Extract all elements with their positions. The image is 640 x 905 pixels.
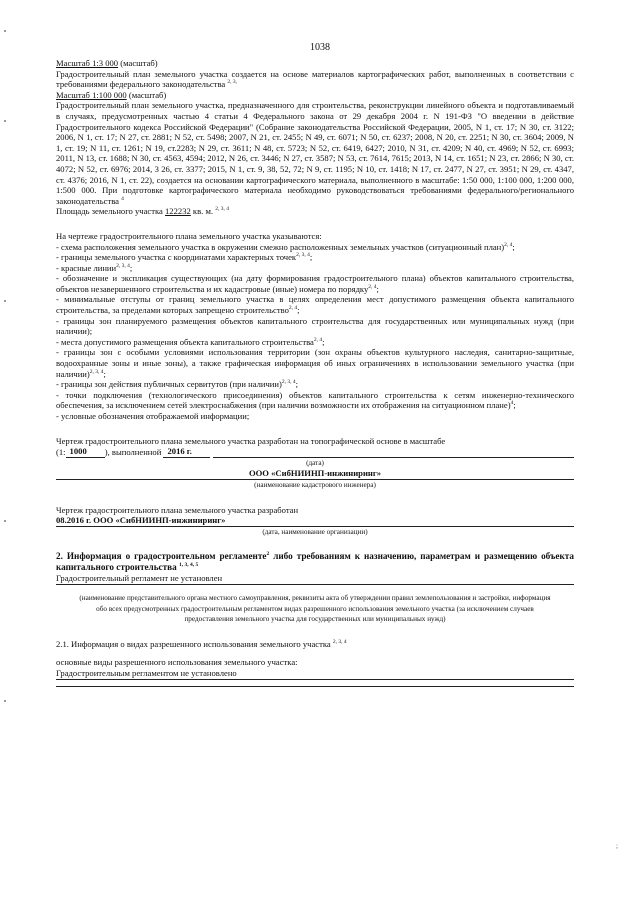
footnote-ref: 2, 3, 4 (89, 368, 104, 375)
footnote-ref: 4 (510, 400, 514, 407)
topo-line-2 (56, 446, 574, 458)
drawing-item-tail: ; (376, 283, 379, 294)
area-suffix: кв. м. (190, 206, 214, 217)
drawing-item-tail: ; (512, 241, 515, 252)
drawing-item (56, 316, 574, 337)
drawing-item-tail: ; (309, 252, 313, 263)
footnote-ref: 2, 4 (288, 305, 298, 312)
drawing-item-text: - условные обозначения отображаемой информации; (56, 411, 250, 421)
drawing-item (56, 294, 574, 315)
drawing-item-tail: ; (297, 305, 300, 316)
developed-line: Чертеж градостроительного плана земельного участка разработан (56, 504, 299, 515)
scale-1-suffix: (масштаб) (118, 58, 158, 68)
drawing-item-text: - границы зон планируемого размещения объектов капитального строительства для государственных или муниципальных нужд (при наличии); (56, 315, 574, 337)
area-value: 122232 (165, 206, 191, 217)
drawing-item (56, 411, 574, 422)
topo-line-1: Чертеж градостроительного плана земельного участка разработан на топографической основе в масштабе (56, 435, 446, 446)
section-2-1-sub: основные виды разрешенного использования земельного участка: (56, 657, 298, 668)
scale-2-suffix: (масштаб) (126, 89, 167, 100)
section-2-1-heading-text: 2.1. Информация о видах разрешенного использования земельного участка (56, 638, 331, 649)
topo-year: 2016 г. (163, 446, 209, 458)
drawing-item-text: - границы зон с особыми условиями использования территории (зон охраны объектов культурного наследия, санитарно-защитные, водоохранные зоны и иные зоны), а также графическая информация об иных ограничениях в использовании земельного участка (при наличии) (56, 347, 574, 379)
section-2-heading-rest: либо требованиям к назначению, параметрам и размещению объекта капитального строительства (56, 551, 574, 573)
drawing-item-tail: ; (103, 368, 106, 379)
drawing-items-list (56, 242, 574, 422)
area-line (56, 206, 574, 217)
footnote-ref: 2, 3, 4 (215, 206, 229, 213)
footnote-ref: 2, 4 (504, 241, 513, 248)
developed-value: 08.2016 г. ООО «СибНИИНП-инжиниринг» (56, 515, 574, 527)
footnote-ref: 2, 3, 4 (116, 262, 130, 269)
margin-speck (4, 520, 6, 522)
scale-2-line (56, 90, 574, 101)
drawing-item-tail: ; (295, 379, 299, 390)
footnote-ref: 4 (121, 195, 124, 202)
page-number: 1038 (310, 42, 330, 53)
drawing-item (56, 347, 574, 379)
drawing-item (56, 242, 574, 253)
bottom-rule (56, 686, 574, 687)
scale-2-text (56, 100, 574, 206)
margin-speck (4, 120, 6, 122)
footnote-ref: 2, 4 (368, 283, 377, 290)
margin-mark: ; (616, 842, 618, 850)
drawing-item (56, 263, 574, 274)
section-2-1-heading (56, 639, 574, 650)
section-2-1-value: Градостроительным регламентом не установлено (56, 668, 574, 680)
drawing-item-tail: ; (322, 336, 325, 347)
drawing-item-text: - места допустимого размещения объекта капитального строительства (56, 336, 314, 347)
margin-speck (4, 30, 6, 32)
document-body (56, 58, 574, 687)
drawing-item-text: - точки подключения (технологического присоединения) объектов капитального строительства к сетям инженерно-технического обеспечения, за исключением сетей электроснабжения (при наличии возможности их отображения на ситуационном плане) (56, 389, 574, 411)
footnote-ref: 2, 4 (313, 336, 323, 343)
drawing-item-tail: ; (129, 262, 133, 273)
drawing-item-text: - красные линии (56, 262, 117, 273)
drawing-item (56, 390, 574, 411)
drawing-item (56, 379, 574, 390)
drawing-item (56, 337, 574, 348)
topo-fill-line (213, 449, 574, 458)
section-2-value: Градостроительный регламент не установлен (56, 573, 574, 585)
drawing-item-tail: ; (513, 400, 516, 411)
topo-scale-value: 1000 (66, 446, 105, 458)
scale-1-text-body: Градостроительный план земельного участка создается на основе материалов картографических работ, выполненных в соответствии с требованиями федерального законодательства (56, 68, 574, 90)
engineer-name: ООО «СибНИИНП-инжиниринг» (56, 468, 574, 480)
drawing-item (56, 252, 574, 263)
drawing-item-text: - границы земельного участка с координатами характерных точек (56, 252, 297, 263)
section-2-heading-text: 2. Информация о градостроительном регламенте (56, 551, 267, 562)
footnote-ref: 2, 3, (227, 79, 237, 86)
drawing-item (56, 273, 574, 294)
topo-mid: ), выполненной (104, 447, 162, 458)
section-2-caption: (наименование представительного органа местного самоуправления, реквизиты акта об утверждении правил землепользования и застройки, информация обо всех предусмотренных градостроительным регламентом видах разрешенного использования земельного участка (за исключением случаев предоставления земельного участка для государственных или муниципальных нужд) (79, 593, 551, 624)
engineer-caption: (наименование кадастрового инженера) (254, 480, 376, 489)
scale-1-label: Масштаб 1:3 000 (56, 58, 119, 68)
footnote-ref: 2, 3, 4 (281, 379, 296, 386)
footnote-ref: 2, 3, 4 (332, 638, 347, 645)
footnote-ref: 2, 3, 4 (296, 252, 310, 259)
drawing-item-text: - минимальные отступы от границ земельного участка в целях определения мест допустимого размещения объекта капитального строительства, за пределами которых запрещено строительство (56, 294, 574, 316)
drawing-intro: На чертеже градостроительного плана земельного участка указываются: (56, 230, 322, 241)
topo-open: (1: (56, 447, 66, 458)
footnote-ref: 2 (266, 551, 270, 558)
margin-speck (4, 300, 6, 302)
area-prefix: Площадь земельного участка (56, 206, 165, 217)
section-2-heading (56, 551, 574, 573)
developed-caption: (дата, наименование организации) (262, 527, 368, 536)
scale-2-label: Масштаб 1:100 000 (56, 89, 127, 100)
scale-1-line (56, 58, 574, 69)
date-caption: (дата) (306, 458, 324, 467)
footnote-ref: 1, 3, 4, 5 (179, 562, 199, 569)
drawing-item-text: - границы зон действия публичных сервитутов (при наличии) (56, 379, 282, 390)
margin-speck (4, 700, 6, 702)
drawing-item-text: - обозначение и экспликация существующих (на дату формирования градостроительного плана) объектов капитального строительства, объектов незавершенного строительства и их кадастровые (иные) номера по порядку (56, 273, 574, 294)
drawing-item-text: - схема расположения земельного участка в окружении смежно расположенных земельных участков (ситуационный план) (56, 241, 505, 252)
scale-2-text-body: Градостроительный план земельного участка, предназначенного для строительства, реконструкции линейного объекта и подготавливаемый в случаях, предусмотренных частью 4 статьи 4 Федерального закона от 29 декабря 2004 г. N 191-ФЗ "О введении в действие Градостроительного кодекса Российской Федерации" (Собрание законодательства Российской Федерации, 2005, N 1, ст. 17; N 30, ст. 3122; 2006, N 1, ст. 17; N 27, ст. 2881; N 52, ст. 5498; 2007, N 21, ст. 2455; N 49, ст. 6071; N 50, ст. 6237; 2008, N 20, ст. 2251; N 30, ст. 3604; 2009, N 1, ст. 19; N 11, ст. 1261; N 19, ст.2283; N 29, ст. 3611; N 48, ст. 5723; N 52, ст. 6419, 6427; 2010, N 31, ст. 4209; N 40, ст. 4969; N 52, ст. 6993; 2011, N 13, ст. 1688; N 30, ст. 4563, 4594; 2012, N 26, ст. 3446; N 27, ст. 3587; N 53, ст. 7614, 7615; 2013, N 14, ст. 1651; N 23, ст. 2866; N 30, ст. 4072; N 52, ст. 6976; 2014, 3 26, ст. 3377; 2015, N 1, ст. 9, 38, 52, 72; N 9, ст. 1195; N 10, ст. 1418; N 17, ст. 2477, N 27, ст. 3951; N 29, ст. 4347, ст. 4376; 2016, N 1, ст. 22), создается на основании картографического материала, выполненного в масштабе: 1:50 000, 1:100 000, 1:200 000, 1:500 000. При подготовке картографического материала необходимо руководствоваться требованиями федерального/регионального законодательства (56, 100, 574, 206)
scale-1-text (56, 69, 574, 90)
